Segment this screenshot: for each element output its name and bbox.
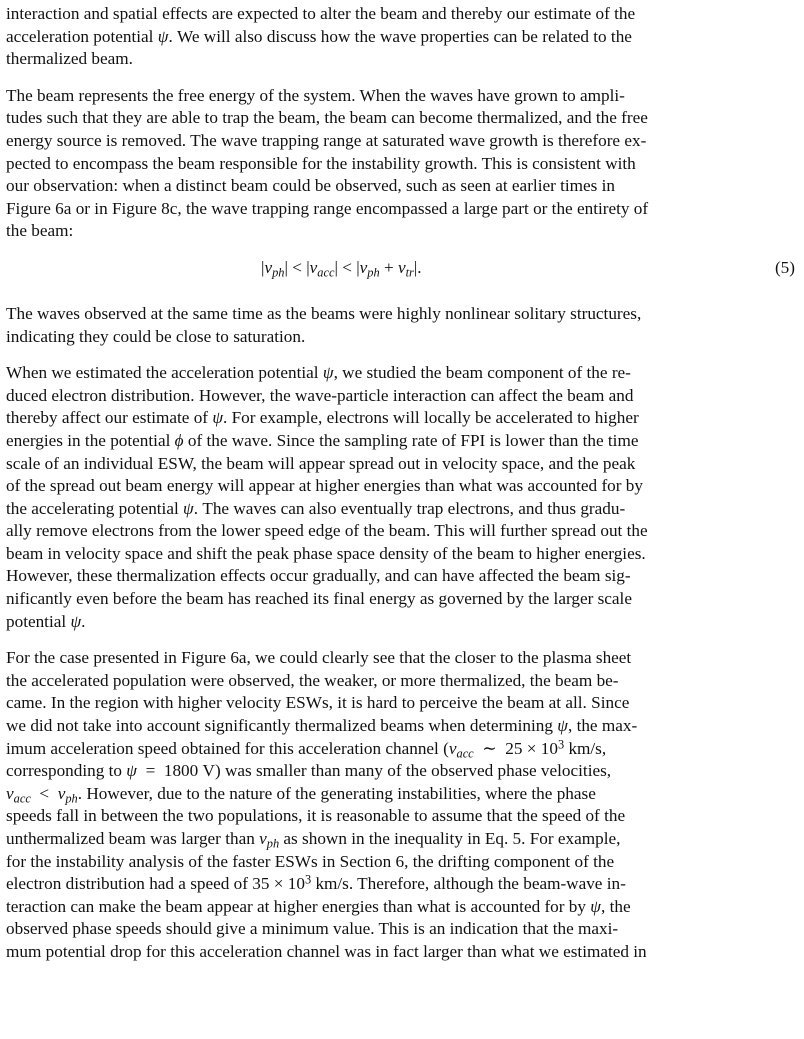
text-line: electron distribution had a speed of $35 \times 10^3$ km/s. Therefore, although the beam-wave in- bbox=[6, 872, 626, 894]
text-line: $v_{acc} < v_{ph}$. However, due to the nature of the generating instabilities, where the phase bbox=[6, 783, 596, 806]
paragraph-figure-6a-case bbox=[6, 647, 793, 963]
text-line: thereby affect our estimate of ψ. For example, electrons will locally be accelerated to higher bbox=[6, 408, 639, 428]
text-line: mum potential drop for this acceleration channel was in fact larger than what we estimated in bbox=[6, 941, 647, 961]
text-line: ally remove electrons from the lower speed edge of the beam. This will further spread out the bbox=[6, 521, 648, 541]
text-line: the accelerating potential ψ. The waves can also eventually trap electrons, and thus gradu- bbox=[6, 498, 626, 518]
equation-expression: $|v_{ph}| < |v_{acc}| < |v_{ph} + v_{tr}|$. bbox=[261, 257, 422, 280]
text-line: for the instability analysis of the faster ESWs in Section 6, the drifting component of the bbox=[6, 851, 615, 871]
text-line: When we estimated the acceleration potential ψ, we studied the beam component of the re- bbox=[6, 363, 631, 383]
paper-page bbox=[6, 3, 793, 978]
text-line: scale of an individual ESW, the beam will appear spread out in velocity space, and the peak bbox=[6, 453, 636, 473]
text-line: energy source is removed. The wave trapping range at saturated wave growth is therefore ex- bbox=[6, 130, 647, 150]
paragraph-beam-free-energy bbox=[6, 85, 793, 243]
equation-number: (5) bbox=[774, 257, 795, 277]
text-line: speeds fall in between the two populations, it is reasonable to assume that the speed of the bbox=[6, 806, 626, 826]
text-line: the beam: bbox=[6, 221, 74, 241]
text-line: corresponding to ψ = 1800 V) was smaller than many of the observed phase velocities, bbox=[6, 761, 612, 781]
paragraph-nonlinear-waves bbox=[6, 303, 793, 348]
text-line: duced electron distribution. However, the wave-particle interaction can affect the beam and bbox=[6, 385, 634, 405]
text-line: The beam represents the free energy of the system. When the waves have grown to ampli- bbox=[6, 85, 625, 105]
text-line: nificantly even before the beam has reached its final energy as governed by the larger scale bbox=[6, 589, 632, 609]
text-line: acceleration potential ψ. We will also discuss how the wave properties can be related to the bbox=[6, 26, 632, 46]
text-line: The waves observed at the same time as the beams were highly nonlinear solitary structures, bbox=[6, 303, 642, 323]
text-line: Figure 6a or in Figure 8c, the wave trapping range encompassed a large part or the entirety of bbox=[6, 198, 649, 218]
text-line: energies in the potential ϕ of the wave. Since the sampling rate of FPI is lower than the time bbox=[6, 430, 639, 450]
text-line: of the spread out beam energy will appear at higher energies than what was accounted for by bbox=[6, 476, 643, 496]
text-line: came. In the region with higher velocity ESWs, it is hard to perceive the beam at all. Since bbox=[6, 693, 630, 713]
text-line: teraction can make the beam appear at higher energies than what is accounted for by ψ, the bbox=[6, 896, 631, 916]
text-line: pected to encompass the beam responsible for the instability growth. This is consistent with bbox=[6, 153, 636, 173]
text-line: However, these thermalization effects occur gradually, and can have affected the beam sig- bbox=[6, 566, 631, 586]
text-line: we did not take into account significantly thermalized beams when determining ψ, the max- bbox=[6, 716, 638, 736]
text-line: thermalized beam. bbox=[6, 49, 133, 69]
text-line: our observation: when a distinct beam could be observed, such as seen at earlier times in bbox=[6, 176, 616, 196]
text-line: indicating they could be close to saturation. bbox=[6, 326, 306, 346]
text-line: tudes such that they are able to trap the beam, the beam can become thermalized, and the free bbox=[6, 108, 648, 128]
text-line: imum acceleration speed obtained for this acceleration channel ($v_{acc}$ ∼ $25 \times 10^3$ km/s, bbox=[6, 737, 607, 761]
text-line: observed phase speeds should give a minimum value. This is an indication that the maxi- bbox=[6, 919, 619, 939]
paragraph-acceleration-potential bbox=[6, 362, 793, 633]
text-line: potential ψ. bbox=[6, 611, 86, 631]
text-line: the accelerated population were observed, the weaker, or more thermalized, the beam be- bbox=[6, 670, 619, 690]
text-line: interaction and spatial effects are expected to alter the beam and thereby our estimate of the bbox=[6, 4, 636, 23]
text-line: beam in velocity space and shift the peak phase space density of the beam to higher energies. bbox=[6, 543, 646, 563]
text-line: unthermalized beam was larger than $v_{ph}$ as shown in the inequality in Eq. 5. For example, bbox=[6, 829, 621, 851]
equation-5 bbox=[6, 257, 793, 279]
paragraph-intro bbox=[6, 3, 793, 71]
text-line: For the case presented in Figure 6a, we could clearly see that the closer to the plasma sheet bbox=[6, 648, 632, 668]
